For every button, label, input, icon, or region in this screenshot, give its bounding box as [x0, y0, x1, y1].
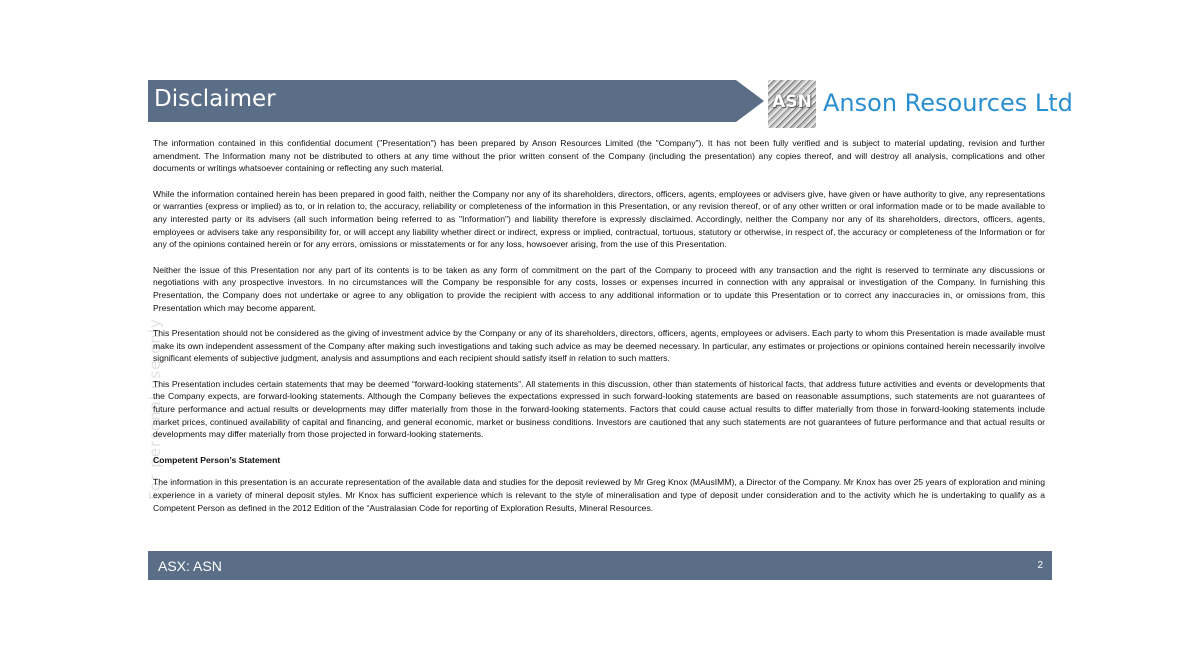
slide	[148, 80, 1073, 580]
logo-company-name: Anson Resources Ltd	[823, 89, 1073, 117]
paragraph: Neither the issue of this Presentation nor any part of its contents is to be taken as any form of commitment on the part of the Company to proceed with any transaction and the right is reserved to terminate any discussions or negotiations with any prospective investors. In no circumstances will the Company be responsible for any costs, losses or expenses incurred in connection with any appraisal or investigation of the Company. In furnishing this Presentation, the Company does not undertake or agree to any obligation to provide the recipient with access to any additional information or to update this Presentation or to correct any inaccuracies in, or omissions from, this Presentation which may become apparent.	[153, 264, 1045, 313]
competent-person-heading: Competent Person’s Statement	[153, 454, 281, 465]
logo-badge-icon	[768, 80, 816, 128]
watermark-text: For personal use only	[146, 318, 164, 500]
page-number: 2	[1037, 560, 1043, 571]
company-logo	[768, 80, 1073, 130]
disclaimer-content	[153, 137, 1045, 527]
title-bar	[148, 80, 736, 122]
title-arrow	[736, 80, 764, 122]
page-title: Disclaimer	[154, 86, 276, 112]
paragraph: This Presentation includes certain statements that may be deemed “forward-looking statements”. All statements in this discussion, other than statements of historical facts, that address future activities and events or developments that the Company expects, are forward-looking statements. Although the Company believes the expectations expressed in such forward-looking statements are based on reasonable assumptions, such statements are not guarantees of future performance and actual results or developments may differ materially from those in the forward-looking statements. Factors that could cause actual results to differ materially from those in forward-looking statements include market prices, continued availability of capital and financing, and general economic, market or business conditions. Investors are cautioned that any such statements are not guarantees of future performance and that actual results or developments may differ materially from those projected in forward-looking statements.	[153, 378, 1045, 440]
footer-bar	[148, 551, 1052, 580]
paragraph: This Presentation should not be considered as the giving of investment advice by the Company or any of its shareholders, directors, officers, agents, employees or advisers. Each party to whom this Presentation is made available must make its own independent assessment of the Company after making such investigations and taking such advice as may be deemed necessary. In particular, any estimates or projections or opinions contained herein necessarily involve significant elements of subjective judgment, analysis and assumptions and each recipient should satisfy itself in relation to such matters.	[153, 327, 1045, 364]
logo-badge-text: ASN	[772, 92, 812, 112]
competent-person-paragraph: The information in this presentation is an accurate representation of the available data and studies for the deposit reviewed by Mr Greg Knox (MAusIMM), a Director of the Company. Mr Knox has over 25 years of exploration and mining experience in a variety of mineral deposit styles. Mr Knox has sufficient experience which is relevant to the style of mineralisation and type of deposit under consideration and to the activity which he is undertaking to qualify as a Competent Person as defined in the 2012 Edition of the “Australasian Code for reporting of Exploration Results, Mineral Resources.	[153, 477, 1045, 513]
paragraph: While the information contained herein has been prepared in good faith, neither the Company nor any of its shareholders, directors, officers, agents, employees or advisers give, have given or have authority to give, any representations or warranties (express or implied) as to, or in relation to, the accuracy, reliability or completeness of the information in this Presentation, or any revision thereof, or of any other written or oral information made or to be made available to any interested party or its advisers (all such information being referred to as "Information") and liability therefore is expressly disclaimed. Accordingly, neither the Company nor any of its shareholders, directors, officers, agents, employees or advisers take any responsibility for, or will accept any liability whether direct or indirect, express or implied, contractual, tortuous, statutory or otherwise, in respect of, the accuracy or completeness of the Information or for any of the opinions contained herein or for any errors, omissions or misstatements or for any loss, howsoever arising, from the use of this Presentation.	[153, 188, 1045, 250]
paragraph: The information contained in this confidential document ("Presentation") has been prepared by Anson Resources Limited (the "Company"). It has not been fully verified and is subject to material updating, revision and further amendment. The Information many not be distributed to others at any time without the prior written consent of the Company (including the presentation) any copies thereof, and will destroy all analysis, complications and other documents or writings whatsoever containing or reflecting any such material.	[153, 138, 1045, 174]
footer-ticker: ASX: ASN	[158, 558, 222, 574]
